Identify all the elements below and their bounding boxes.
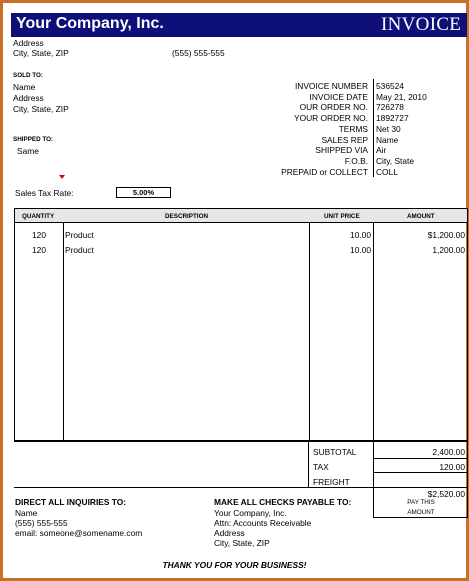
details-divider <box>373 79 374 177</box>
row-1-quantity: 120 <box>32 230 46 240</box>
checks-company: Your Company, Inc. <box>214 508 287 518</box>
detail-label-invoice-number: INVOICE NUMBER <box>294 81 368 91</box>
row-1-unit-price: 10.00 <box>350 230 371 240</box>
detail-label-invoice-date: INVOICE DATE <box>309 92 368 102</box>
pay-this-label: PAY THIS <box>407 499 435 506</box>
detail-value-invoice-date: May 21, 2010 <box>376 92 427 102</box>
detail-label-shipped-via: SHIPPED VIA <box>315 145 368 155</box>
detail-value-fob: City, State <box>376 156 415 166</box>
row-2-amount: 1,200.00 <box>432 245 465 255</box>
inquiries-phone: (555) 555-555 <box>15 518 68 528</box>
detail-label-sales-rep: SALES REP <box>321 135 368 145</box>
tax-label: TAX <box>313 462 329 472</box>
tax-rule <box>373 472 468 473</box>
company-address: Address <box>13 38 44 48</box>
company-name: Your Company, Inc. <box>16 15 164 32</box>
totals-left-border <box>308 441 309 487</box>
invoice-title: INVOICE <box>381 14 462 35</box>
line-items-table <box>14 208 468 441</box>
checks-city: City, State, ZIP <box>214 538 270 548</box>
grand-total-rule <box>373 517 468 518</box>
detail-label-prepaid-collect: PREPAID or COLLECT <box>281 167 368 177</box>
header-unit-price: UNIT PRICE <box>324 213 360 220</box>
comment-marker-icon <box>59 175 65 179</box>
company-phone: (555) 555-555 <box>172 48 225 58</box>
detail-label-fob: F.O.B. <box>344 156 368 166</box>
detail-label-our-order: OUR ORDER NO. <box>299 102 368 112</box>
column-divider-qty <box>63 223 64 440</box>
grand-total-value: $2,520.00 <box>427 489 465 499</box>
amount-label: AMOUNT <box>407 509 435 516</box>
row-2-quantity: 120 <box>32 245 46 255</box>
column-divider-unit <box>373 223 374 440</box>
freight-rule <box>373 487 468 488</box>
shipped-to-heading: SHIPPED TO: <box>13 136 54 143</box>
totals-top-rule <box>14 441 468 442</box>
detail-label-terms: TERMS <box>338 124 368 134</box>
row-2-description: Product <box>65 245 94 255</box>
header-quantity: QUANTITY <box>22 213 55 220</box>
sold-to-heading: SOLD TO: <box>13 72 43 79</box>
subtotal-rule <box>373 458 468 459</box>
column-divider-desc <box>309 223 310 440</box>
thank-you-message: THANK YOU FOR YOUR BUSINESS! <box>162 560 307 570</box>
totals-value-border <box>373 441 374 518</box>
row-1-description: Product <box>65 230 94 240</box>
header-description: DESCRIPTION <box>165 213 209 220</box>
detail-label-your-order: YOUR ORDER NO. <box>294 113 368 123</box>
row-2-unit-price: 10.00 <box>350 245 371 255</box>
sold-to-city: City, State, ZIP <box>13 104 69 114</box>
totals-right-border <box>467 441 468 518</box>
inquiries-email[interactable]: email: someone@somename.com <box>15 528 143 538</box>
tax-value: 120.00 <box>439 462 465 472</box>
subtotal-value: 2,400.00 <box>432 447 465 457</box>
inquiries-heading: DIRECT ALL INQUIRIES TO: <box>15 497 127 507</box>
company-city: City, State, ZIP <box>13 48 69 58</box>
row-1-amount: $1,200.00 <box>427 230 465 240</box>
inquiries-name: Name <box>15 508 38 518</box>
detail-value-sales-rep: Name <box>376 135 399 145</box>
shipped-to-value: Same <box>17 146 39 156</box>
table-header <box>15 209 467 223</box>
freight-label: FREIGHT <box>313 477 350 487</box>
detail-value-your-order: 1892727 <box>376 113 409 123</box>
detail-value-shipped-via: Air <box>376 145 387 155</box>
detail-value-invoice-number: 536524 <box>376 81 404 91</box>
checks-address: Address <box>214 528 245 538</box>
tax-rate-field[interactable]: 5.00% <box>116 187 171 198</box>
detail-value-our-order: 726278 <box>376 102 404 112</box>
header-amount: AMOUNT <box>407 213 435 220</box>
detail-value-terms: Net 30 <box>376 124 401 134</box>
checks-heading: MAKE ALL CHECKS PAYABLE TO: <box>214 497 352 507</box>
checks-attn: Attn: Accounts Receivable <box>214 518 312 528</box>
tax-rate-label: Sales Tax Rate: <box>15 188 74 198</box>
sold-to-address: Address <box>13 93 44 103</box>
sold-to-name: Name <box>13 82 36 92</box>
subtotal-label: SUBTOTAL <box>313 447 357 457</box>
totals-bottom-rule <box>14 487 374 488</box>
detail-value-prepaid-collect: COLL <box>376 167 398 177</box>
